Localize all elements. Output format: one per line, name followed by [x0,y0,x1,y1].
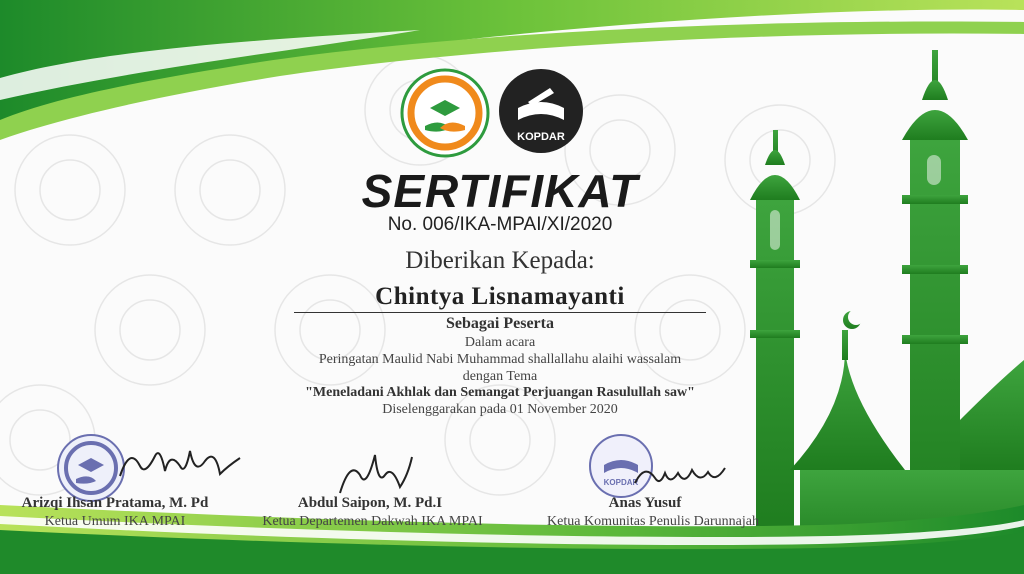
given-to-label: Diberikan Kepada: [405,247,595,274]
theme-label: dengan Tema [462,369,538,384]
participant-role: Sebagai Peserta [446,315,554,332]
signature-abdul [330,445,420,500]
kopdar-logo [498,68,584,154]
svg-text:KOPDAR: KOPDAR [517,131,565,143]
svg-text:KOPDAR: KOPDAR [603,478,639,487]
event-theme: "Meneladani Akhlak dan Semangat Perjuangan Rasulullah saw" [305,385,695,400]
event-date: Diselenggarakan pada 01 November 2020 [382,402,618,417]
certificate-title: SERTIFIKAT [361,165,639,217]
in-event-label: Dalam acara [464,335,536,350]
signatory-1-name: Arizqi Ihsan Pratama, M. Pd [21,495,209,511]
certificate-number: No. 006/IKA-MPAI/XI/2020 [387,214,613,235]
mosque-silhouette [750,50,1024,560]
recipient-underline [294,312,706,313]
signature-arizqi [110,436,250,486]
signatory-3-title: Ketua Komunitas Penulis Darunnajah [547,514,759,529]
signatory-1-title: Ketua Umum IKA MPAI [44,514,186,529]
signatory-2-title: Ketua Departemen Dakwah IKA MPAI [262,514,483,529]
signatory-3-name: Anas Yusuf [608,495,682,511]
recipient-name: Chintya Lisnamayanti [375,283,625,310]
ika-mpai-logo [400,68,490,158]
signatory-2-name: Abdul Saipon, M. Pd.I [297,495,443,511]
signature-anas [630,458,730,492]
event-name: Peringatan Maulid Nabi Muhammad shallallahu alaihi wassalam [318,352,682,367]
